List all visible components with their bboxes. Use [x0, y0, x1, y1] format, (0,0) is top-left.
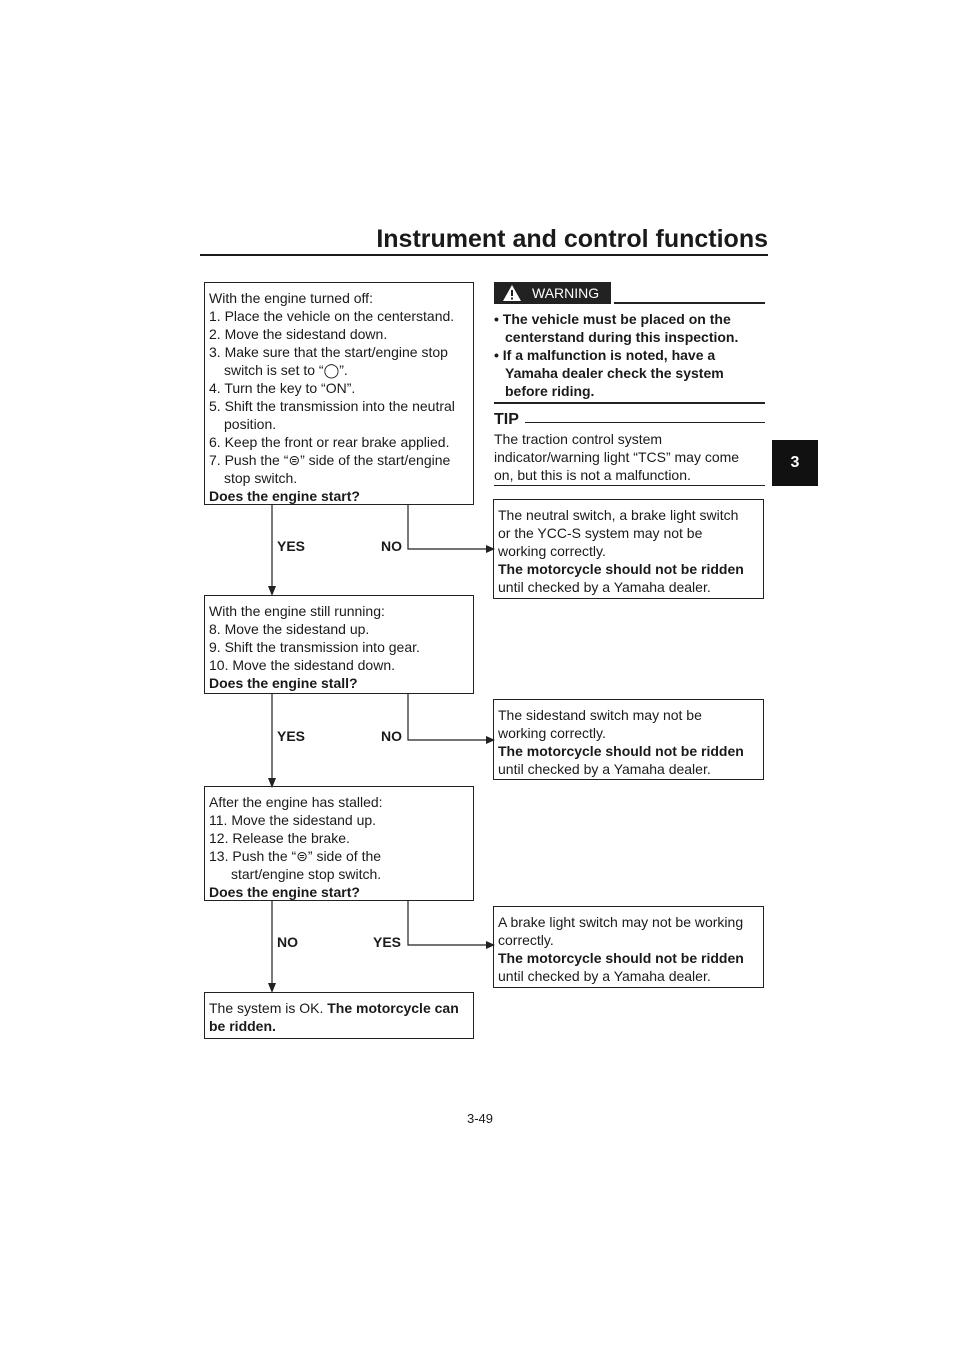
result-box-sidestand — [493, 699, 764, 780]
final-bold: The motorcycle can be ridden. — [209, 1000, 459, 1034]
result3-warning: The motorcycle should not be ridden — [498, 950, 744, 966]
result-box-neutral — [493, 499, 764, 599]
warning-item-line: before riding. — [505, 383, 595, 399]
box3-question: Does the engine start? — [209, 884, 360, 900]
warning-item-line: centerstand during this inspection. — [505, 329, 739, 345]
tip-bottom-rule — [494, 485, 765, 486]
tip-rule — [525, 422, 765, 423]
box3-line: 12. Release the brake. — [209, 830, 350, 846]
box3-line: After the engine has stalled: — [209, 794, 383, 810]
result-box-brake-light — [493, 906, 764, 988]
box1-line: 3. Make sure that the start/engine stop — [209, 344, 448, 360]
result1-warning: The motorcycle should not be ridden — [498, 561, 744, 577]
warning-rule — [614, 302, 765, 304]
warning-item-line: • The vehicle must be placed on the — [494, 311, 731, 327]
tip-line: The traction control system — [494, 431, 663, 447]
box2-line: With the engine still running: — [209, 603, 385, 619]
final-text: The system is OK. — [209, 1000, 328, 1016]
step-box-engine-off — [204, 282, 474, 505]
tip-line: on, but this is not a malfunction. — [494, 467, 691, 483]
box1-line: switch is set to “◯”. — [224, 362, 348, 378]
box1-line: 6. Keep the front or rear brake applied. — [209, 434, 450, 450]
box1-line: 2. Move the sidestand down. — [209, 326, 388, 342]
box1-line: 5. Shift the transmission into the neutral — [209, 398, 455, 414]
result2-warning: The motorcycle should not be ridden — [498, 743, 744, 759]
result1-line: The neutral switch, a brake light switch — [498, 507, 739, 523]
warning-item-line: • If a malfunction is noted, have a — [494, 347, 716, 363]
box1-line: 4. Turn the key to “ON”. — [209, 380, 356, 396]
warning-triangle-icon — [502, 284, 522, 302]
box1-line: With the engine turned off: — [209, 290, 373, 306]
branch-label-yes: YES — [277, 538, 306, 554]
page-title: Instrument and control functions — [376, 225, 768, 253]
branch-label-no: NO — [381, 728, 402, 744]
step-box-engine-stalled — [204, 786, 474, 901]
box1-line: position. — [224, 416, 277, 432]
box2-line: 8. Move the sidestand up. — [209, 621, 370, 637]
result3-line: correctly. — [498, 932, 554, 948]
result2-tail: until checked by a Yamaha dealer. — [498, 761, 711, 777]
warning-badge: WARNING — [494, 282, 611, 304]
final-box-system-ok — [204, 992, 474, 1039]
box1-line: stop switch. — [224, 470, 298, 486]
box3-line: start/engine stop switch. — [231, 866, 382, 882]
box2-line: 10. Move the sidestand down. — [209, 657, 396, 673]
warning-item-line: Yamaha dealer check the system — [505, 365, 724, 381]
result3-tail: until checked by a Yamaha dealer. — [498, 968, 711, 984]
page-number: 3-49 — [466, 1111, 494, 1126]
step-box-engine-running — [204, 595, 474, 694]
branch-label-yes: YES — [373, 934, 402, 950]
tip-body — [494, 430, 758, 484]
result1-tail: until checked by a Yamaha dealer. — [498, 579, 711, 595]
branch-label-no: NO — [277, 934, 298, 950]
box2-line: 9. Shift the transmission into gear. — [209, 639, 420, 655]
tip-label: TIP — [494, 411, 519, 428]
branch-label-yes: YES — [277, 728, 306, 744]
warning-bottom-rule — [494, 402, 765, 404]
box3-line: 13. Push the “⊜” side of the — [209, 848, 382, 864]
box3-line: 11. Move the sidestand up. — [209, 812, 377, 828]
result2-line: working correctly. — [498, 725, 606, 741]
box1-line: 1. Place the vehicle on the centerstand. — [209, 308, 455, 324]
branch-label-no: NO — [381, 538, 402, 554]
box1-line: 7. Push the “⊜” side of the start/engine — [209, 452, 451, 468]
result1-line: working correctly. — [498, 543, 606, 559]
result2-line: The sidestand switch may not be — [498, 707, 702, 723]
box1-question: Does the engine start? — [209, 488, 360, 504]
tip-line: indicator/warning light “TCS” may come — [494, 449, 740, 465]
chapter-tab: 3 — [772, 440, 818, 486]
result1-line: or the YCC-S system may not be — [498, 525, 703, 541]
result3-line: A brake light switch may not be working — [498, 914, 744, 930]
box2-question: Does the engine stall? — [209, 675, 358, 691]
warning-body — [494, 310, 764, 400]
